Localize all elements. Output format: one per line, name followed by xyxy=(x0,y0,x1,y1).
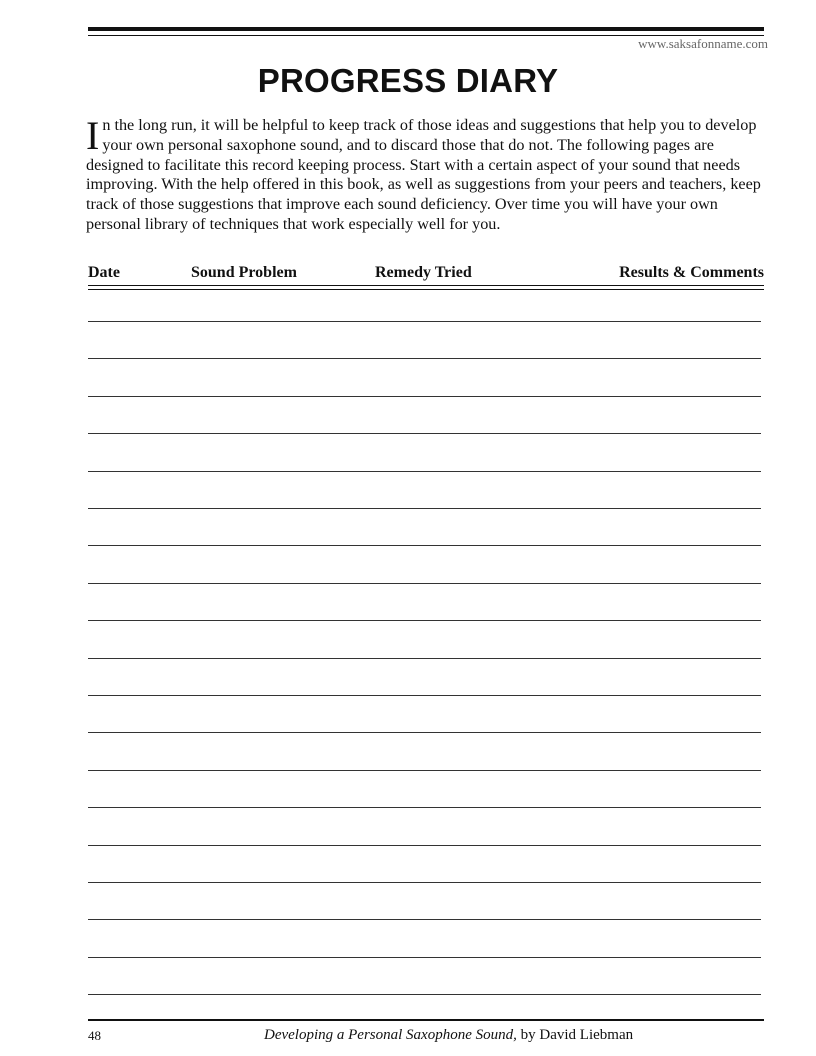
intro-paragraph xyxy=(86,113,768,235)
column-header-sound-problem: Sound Problem xyxy=(191,264,297,281)
entry-line xyxy=(88,358,761,359)
entry-line xyxy=(88,433,761,434)
header-rule-upper xyxy=(88,285,764,286)
top-thick-rule xyxy=(88,27,764,31)
site-url: www.saksafonname.com xyxy=(638,36,768,51)
entry-line xyxy=(88,620,761,621)
page-title: PROGRESS DIARY xyxy=(257,62,559,99)
entry-line xyxy=(88,807,761,808)
entry-line xyxy=(88,695,761,696)
page-number: 48 xyxy=(88,1028,101,1043)
entry-line xyxy=(88,882,761,883)
author-credit: by David Liebman xyxy=(516,1027,634,1043)
entry-line xyxy=(88,396,761,397)
entry-line xyxy=(88,732,761,733)
footer-credit xyxy=(264,1027,633,1044)
entry-line xyxy=(88,770,761,771)
header-rule-lower xyxy=(88,289,764,290)
entry-line xyxy=(88,508,761,509)
entry-line xyxy=(88,919,761,920)
footer-rule xyxy=(88,1019,764,1021)
column-header-remedy-tried: Remedy Tried xyxy=(375,264,472,281)
drop-cap: I xyxy=(86,113,100,158)
entry-line xyxy=(88,845,761,846)
entry-line xyxy=(88,957,761,958)
intro-text: n the long run, it will be helpful to keep track of those ideas and suggestions that help you to develop your own personal saxophone sound, and to discard those that do not. The following pages are designed to facilitate this record keeping process. Start with a certain aspect of your sound that needs improving. With the help offered in this book, as well as suggestions from your peers and teachers, keep track of those suggestions that improve each sound deficiency. Over time you will have your own personal library of techniques that work especially well for you. xyxy=(86,116,761,233)
book-title: Developing a Personal Saxophone Sound, xyxy=(264,1027,517,1043)
entry-line xyxy=(88,321,761,322)
entry-line xyxy=(88,658,761,659)
column-header-results-comments: Results & Comments xyxy=(619,264,764,281)
entry-line xyxy=(88,545,761,546)
entry-line xyxy=(88,471,761,472)
entry-line xyxy=(88,583,761,584)
column-header-date: Date xyxy=(88,264,120,281)
entry-line xyxy=(88,994,761,995)
